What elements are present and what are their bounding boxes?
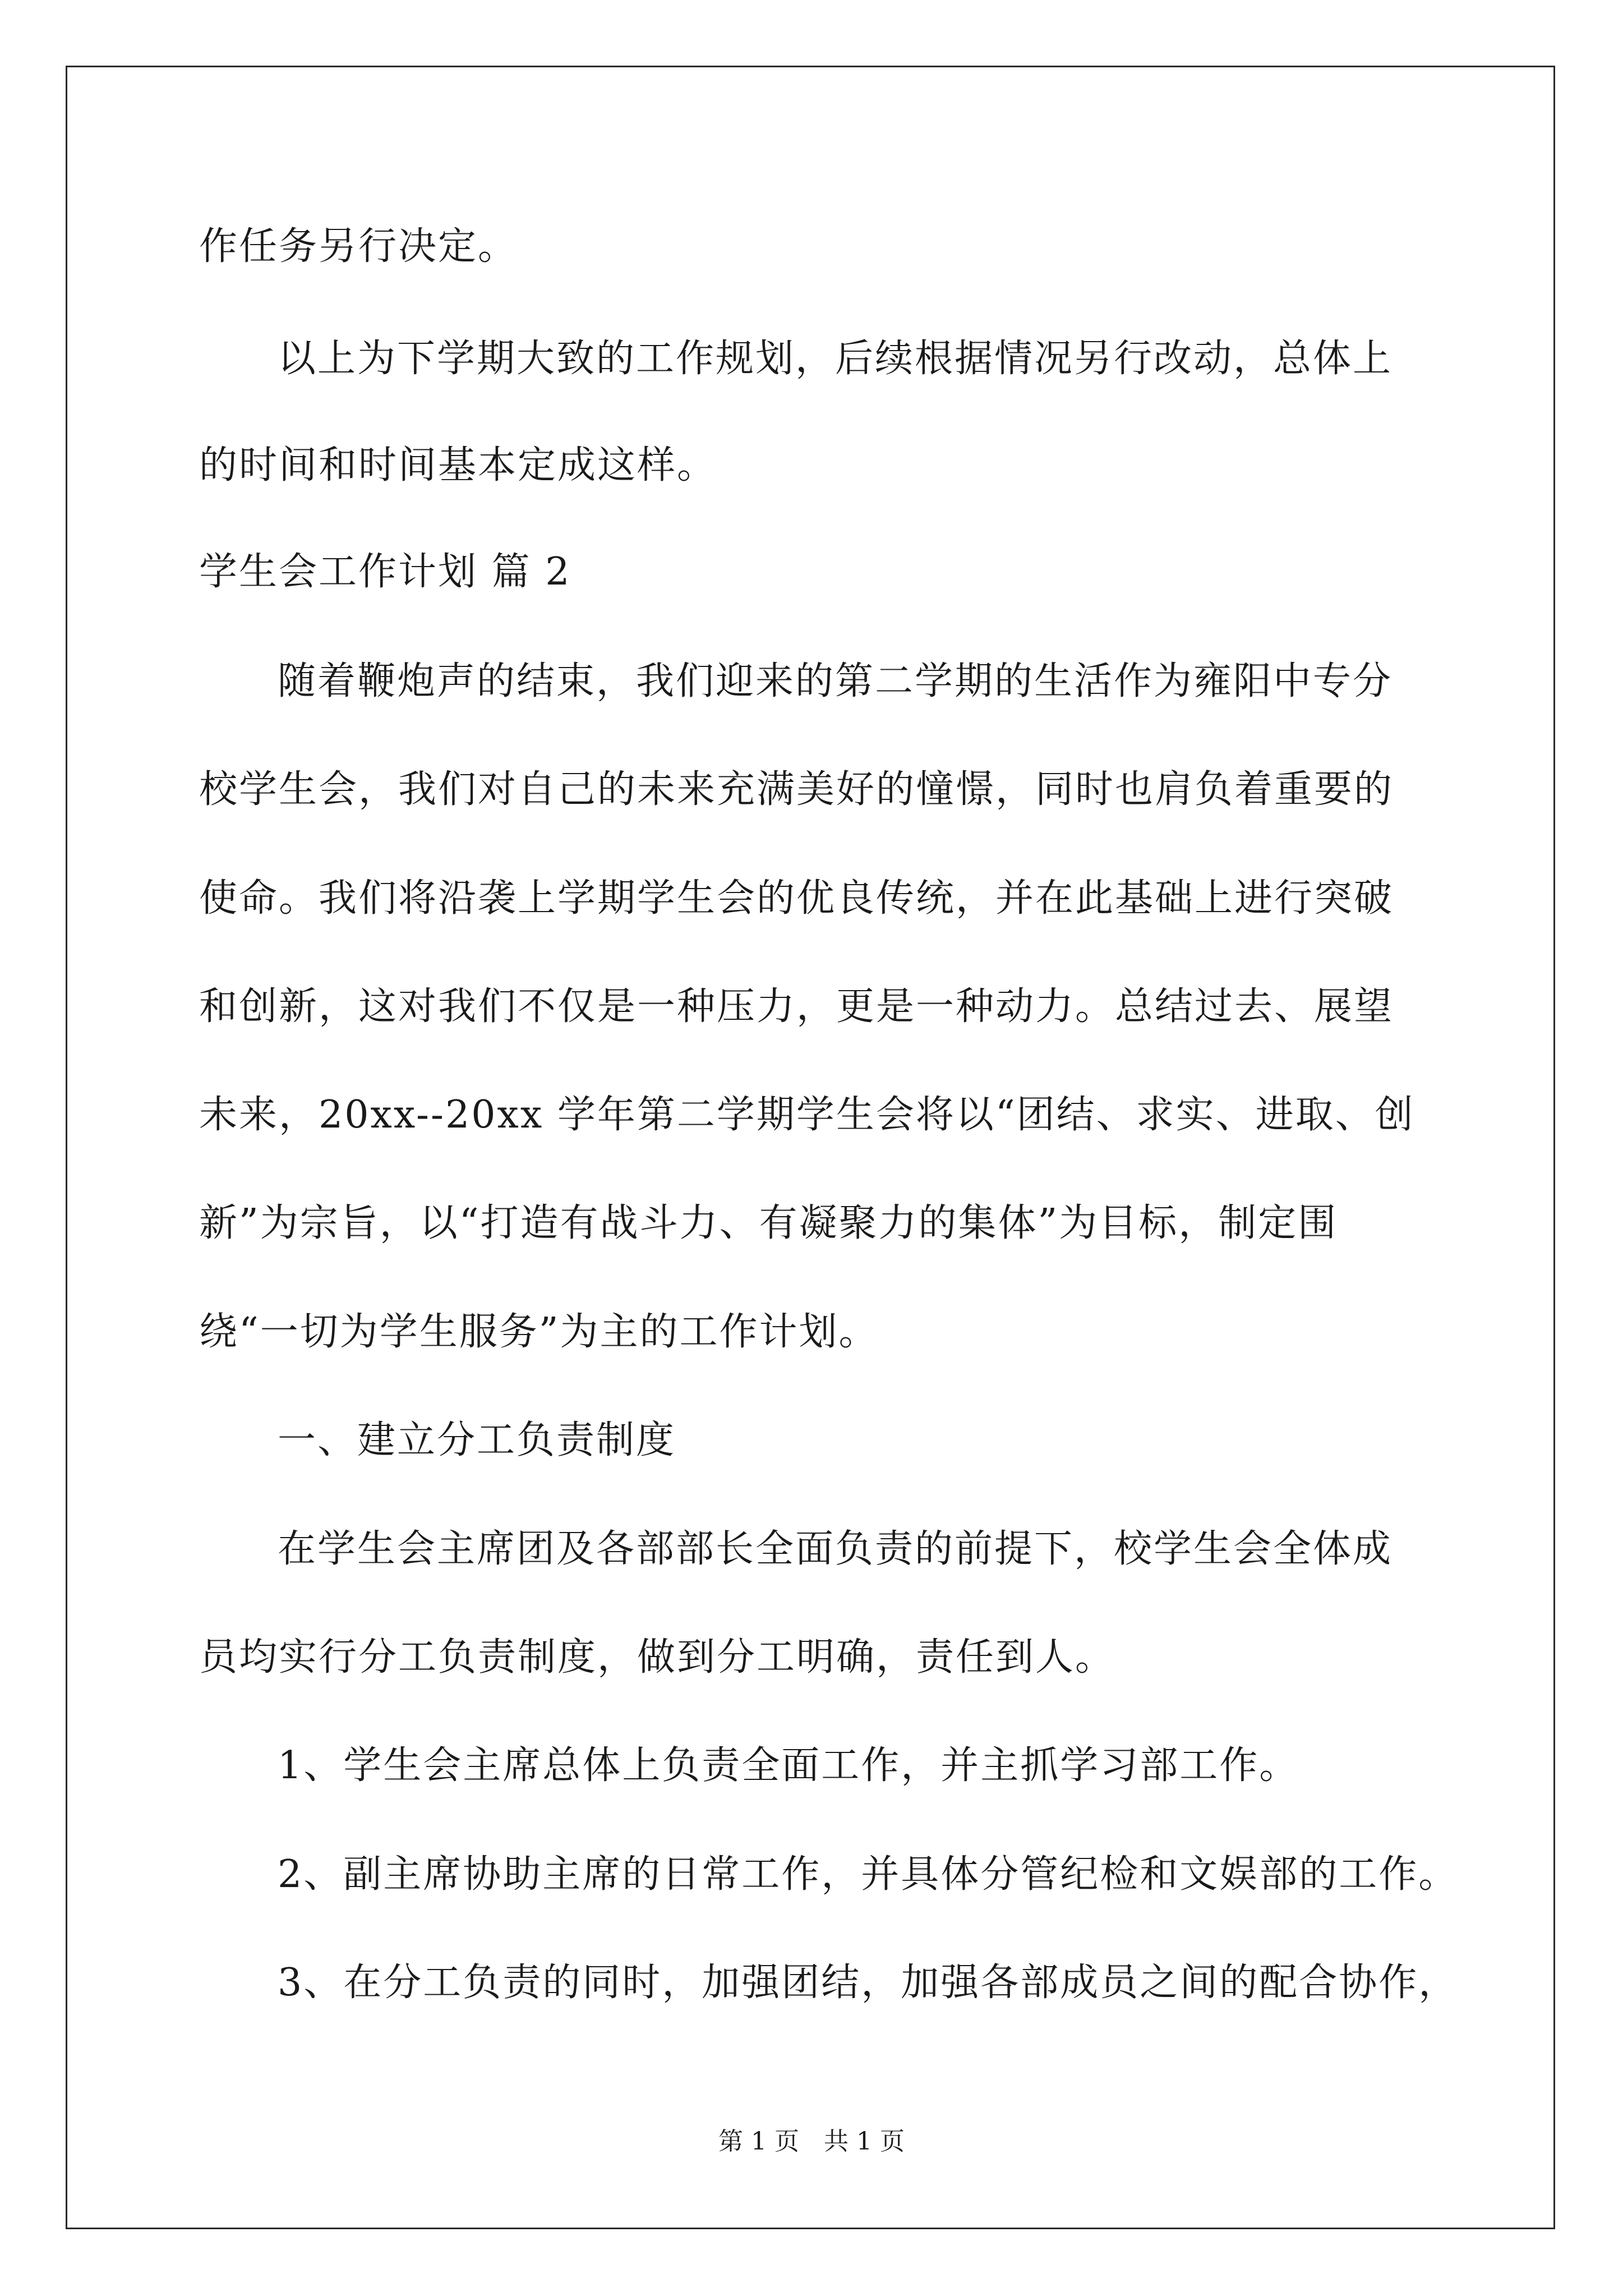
list-item: 2、副主席协助主席的日常工作，并具体分管纪检和文娱部的工作。 [278, 1852, 1459, 1897]
text-line: 绕“一切为学生服务”为主的工作计划。 [199, 1310, 879, 1354]
page-border [66, 66, 1555, 2229]
text-line: 在学生会主席团及各部部长全面负责的前提下，校学生会全体成 [278, 1527, 1393, 1571]
text-line: 的时间和时间基本定成这样。 [199, 443, 717, 487]
text-line: 新”为宗旨，以“打造有战斗力、有凝聚力的集体”为目标，制定围 [199, 1201, 1338, 1245]
subheading: 一、建立分工负责制度 [278, 1418, 676, 1462]
page-footer: 第 1 页 共 1 页 [718, 2127, 905, 2156]
text-line: 作任务另行决定。 [199, 224, 518, 269]
text-line: 和创新，这对我们不仅是一种压力，更是一种动力。总结过去、展望 [199, 984, 1394, 1029]
text-line: 未来，20xx--20xx 学年第二学期学生会将以“团结、求实、进取、创 [199, 1093, 1415, 1137]
section-heading: 学生会工作计划 篇 2 [199, 550, 571, 594]
list-item: 1、学生会主席总体上负责全面工作，并主抓学习部工作。 [278, 1743, 1299, 1788]
text-line: 员均实行分工负责制度，做到分工明确，责任到人。 [199, 1635, 1115, 1680]
text-line: 以上为下学期大致的工作规划，后续根据情况另行改动，总体上 [278, 337, 1393, 381]
list-item: 3、在分工负责的同时，加强团结，加强各部成员之间的配合协作， [278, 1961, 1459, 2005]
text-line: 随着鞭炮声的结束，我们迎来的第二学期的生活作为雍阳中专分 [278, 659, 1393, 703]
text-line: 使命。我们将沿袭上学期学生会的优良传统，并在此基础上进行突破 [199, 876, 1394, 921]
text-line: 校学生会，我们对自己的未来充满美好的憧憬，同时也肩负着重要的 [199, 767, 1394, 812]
